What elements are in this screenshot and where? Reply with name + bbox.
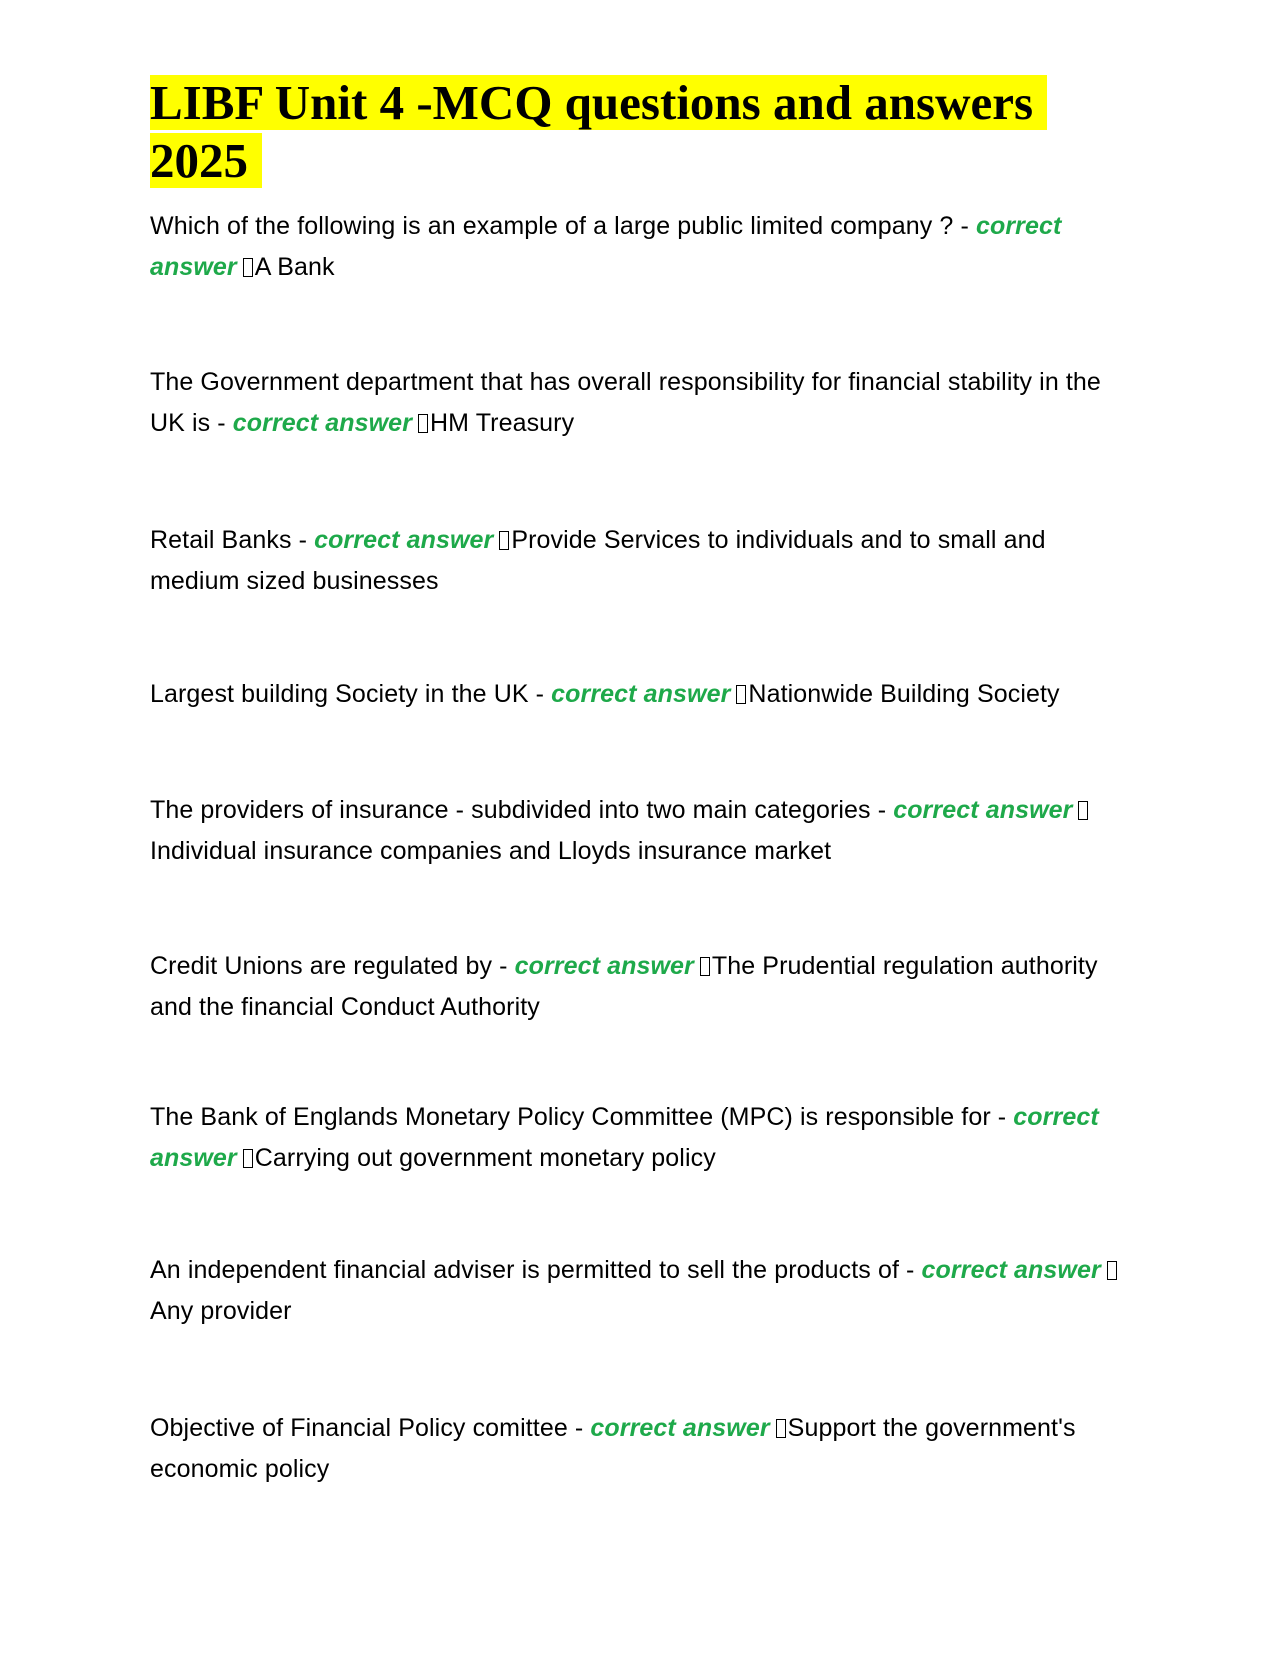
qa-item-7 [150, 1097, 1130, 1179]
correct-answer-label: correct answer [150, 1103, 1099, 1172]
answer-text: Carrying out government monetary policy [254, 1144, 716, 1172]
qa-item-8 [150, 1250, 1130, 1332]
qa-item-3 [150, 520, 1130, 602]
qa-item-5 [150, 790, 1130, 872]
answer-text: A Bank [254, 253, 335, 281]
correct-answer-label: correct answer [514, 952, 694, 980]
correct-answer-label: correct answer [590, 1414, 770, 1442]
answer-marker-icon [700, 957, 710, 976]
question-text: Retail Banks - [150, 526, 315, 554]
answer-text: The Prudential regulation authority and the financial Conduct Authority [150, 952, 1098, 1021]
answer-marker-icon [418, 414, 428, 433]
answer-marker-icon [1078, 801, 1088, 820]
answer-marker-icon [1107, 1261, 1117, 1280]
question-text: The providers of insurance - subdivided into two main categories - [150, 796, 894, 824]
question-text: Objective of Financial Policy comittee - [150, 1414, 591, 1442]
document-title [150, 74, 1090, 190]
answer-marker-icon [243, 258, 253, 277]
answer-marker-icon [243, 1149, 253, 1168]
correct-answer-label: correct answer [150, 212, 1062, 281]
question-text: Which of the following is an example of a large public limited company ? - [150, 212, 976, 240]
answer-text: Nationwide Building Society [748, 680, 1060, 708]
qa-item-1 [150, 206, 1130, 288]
answer-text: Any provider [150, 1297, 292, 1325]
correct-answer-label: correct answer [232, 409, 413, 437]
correct-answer-label: correct answer [921, 1256, 1101, 1284]
correct-answer-label: correct answer [551, 680, 731, 708]
answer-text: Provide Services to individuals and to small and medium sized businesses [150, 526, 1046, 595]
answer-text: Support the government's economic policy [150, 1414, 1076, 1483]
qa-item-9 [150, 1408, 1130, 1490]
answer-text: Individual insurance companies and Lloyds insurance market [150, 837, 832, 865]
question-text: The Government department that has overall responsibility for financial stability in the UK is - [150, 368, 1101, 437]
question-text: The Bank of Englands Monetary Policy Committee (MPC) is responsible for - [150, 1103, 1014, 1131]
answer-marker-icon [736, 685, 746, 704]
title-highlight: LIBF Unit 4 -MCQ questions and answers 2025 [150, 75, 1047, 188]
qa-item-2 [150, 362, 1130, 444]
correct-answer-label: correct answer [893, 796, 1073, 824]
question-text: Largest building Society in the UK - [150, 680, 552, 708]
qa-item-4 [150, 674, 1130, 715]
qa-item-6 [150, 946, 1130, 1028]
answer-marker-icon [776, 1419, 786, 1438]
answer-text: HM Treasury [430, 409, 575, 437]
question-text: Credit Unions are regulated by - [150, 952, 515, 980]
question-text: An independent financial adviser is permitted to sell the products of - [150, 1256, 922, 1284]
correct-answer-label: correct answer [314, 526, 494, 554]
answer-marker-icon [499, 531, 509, 550]
